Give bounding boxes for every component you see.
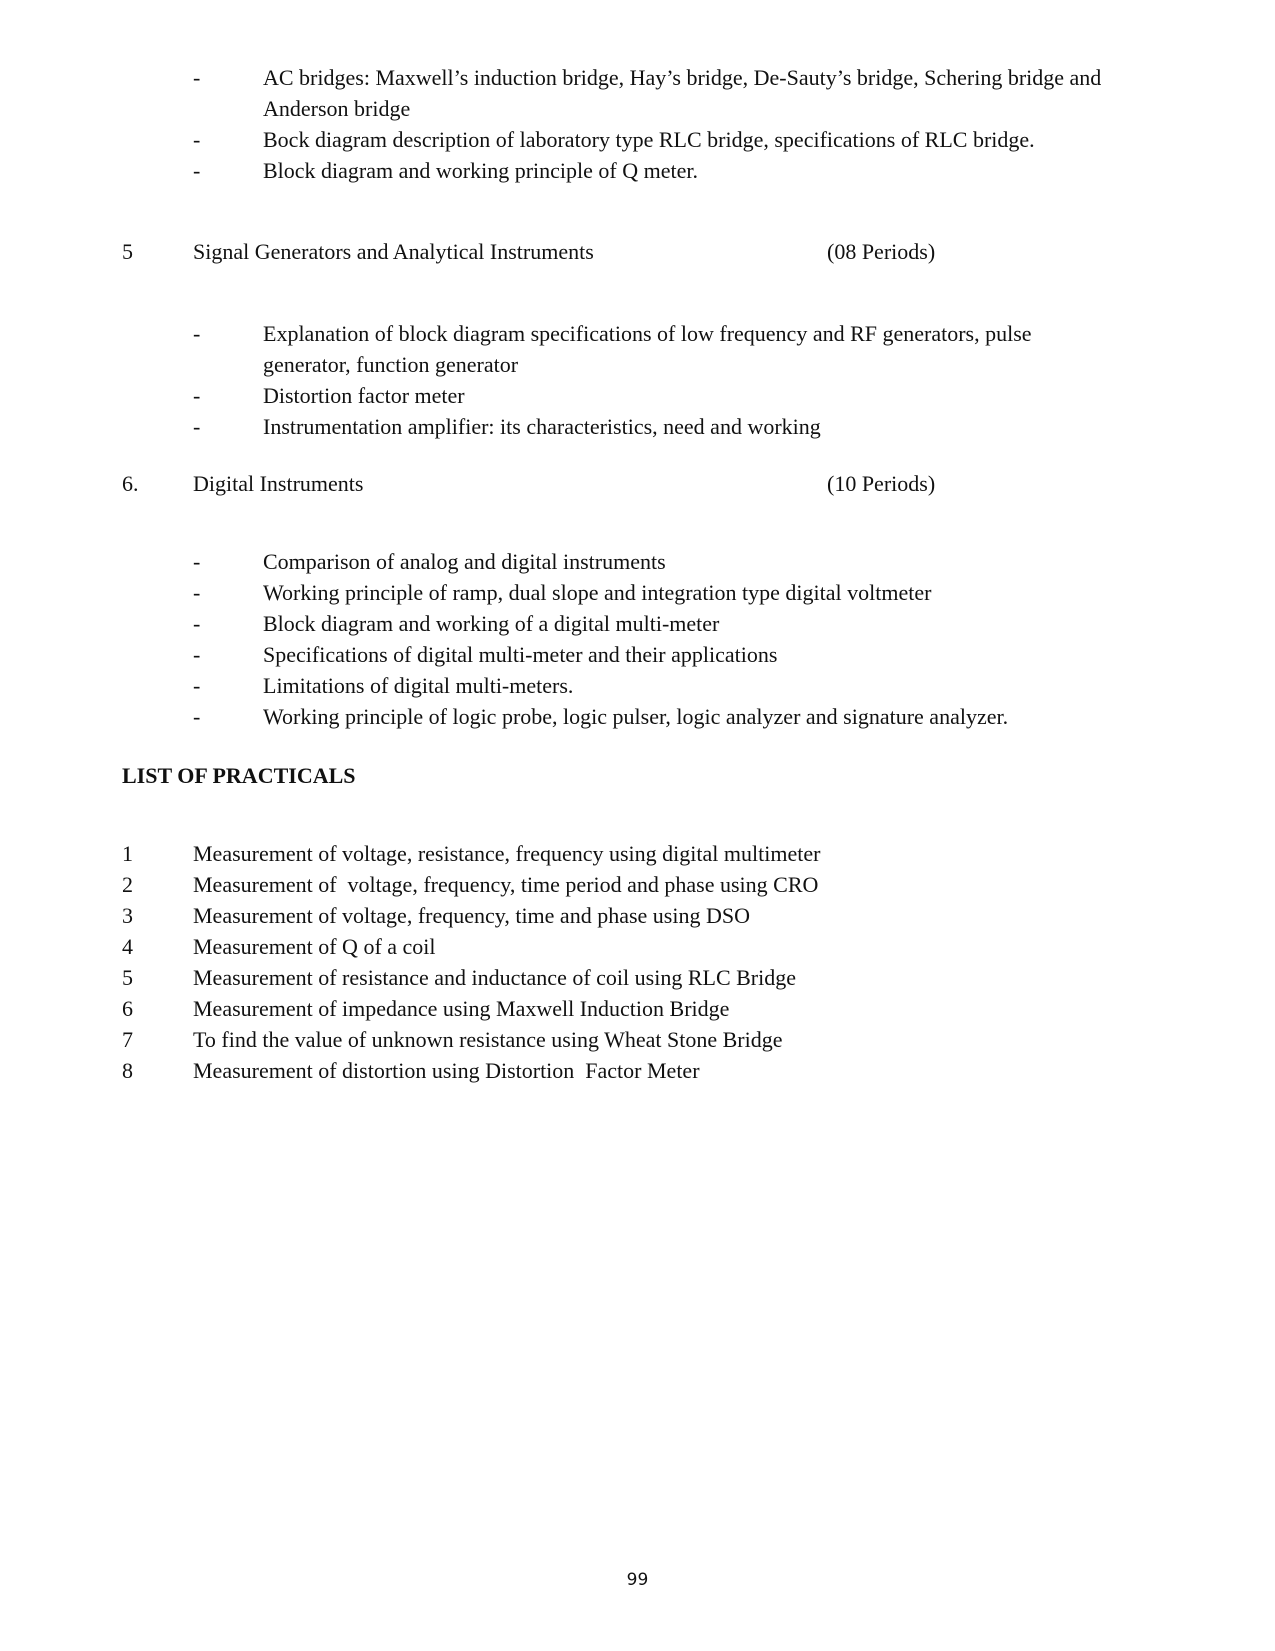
section-periods: (10 Periods) — [827, 471, 936, 496]
practical-text: Measurement of impedance using Maxwell Induction Bridge — [193, 996, 730, 1021]
bullet-dash: - — [193, 704, 201, 729]
bullet-item — [0, 411, 1123, 442]
bullet-item — [0, 124, 1123, 155]
bullet-dash: - — [193, 127, 201, 152]
bullet-text: Distortion factor meter — [263, 383, 465, 408]
practical-number: 7 — [122, 1027, 133, 1052]
bullet-dash: - — [193, 321, 201, 346]
practical-number: 2 — [122, 872, 133, 897]
bullet-dash: - — [193, 580, 201, 605]
bullet-dash: - — [193, 65, 201, 90]
bullet-item — [0, 318, 1123, 380]
section-title: Digital Instruments — [193, 471, 364, 496]
page-number: 99 — [626, 1570, 649, 1590]
section-periods: (08 Periods) — [827, 239, 936, 264]
practical-item — [0, 838, 1275, 869]
section-5-bullet-list — [0, 318, 1275, 442]
practical-number: 6 — [122, 996, 133, 1021]
bullet-dash: - — [193, 158, 201, 183]
bullet-item — [0, 155, 1123, 186]
bullet-item — [0, 577, 1123, 608]
bullet-text: Instrumentation amplifier: its characteristics, need and working — [263, 414, 821, 439]
practical-number: 4 — [122, 934, 133, 959]
practical-text: To find the value of unknown resistance using Wheat Stone Bridge — [193, 1027, 783, 1052]
bullet-text: Working principle of ramp, dual slope and integration type digital voltmeter — [263, 580, 932, 605]
practical-item — [0, 900, 1275, 931]
bullet-dash: - — [193, 549, 201, 574]
bullet-text: Working principle of logic probe, logic pulser, logic analyzer and signature analyzer. — [263, 704, 1009, 729]
bullet-text: AC bridges: Maxwell’s induction bridge, Hay’s bridge, De-Sauty’s bridge, Schering bridge and Anderson bridge — [263, 65, 1102, 121]
practical-number: 3 — [122, 903, 133, 928]
bullet-item — [0, 701, 1123, 732]
bullet-text: Specifications of digital multi-meter and their applications — [263, 642, 778, 667]
bullet-text: Block diagram and working principle of Q meter. — [263, 158, 698, 183]
bullet-item — [0, 670, 1123, 701]
bullet-text: Limitations of digital multi-meters. — [263, 673, 574, 698]
section-number: 5 — [122, 239, 133, 264]
bullet-text: Block diagram and working of a digital multi-meter — [263, 611, 720, 636]
bullet-text: Bock diagram description of laboratory type RLC bridge, specifications of RLC bridge. — [263, 127, 1035, 152]
section-6-bullet-list — [0, 546, 1275, 732]
practical-number: 8 — [122, 1058, 133, 1083]
practicals-list — [0, 838, 1275, 1086]
practical-text: Measurement of voltage, resistance, frequency using digital multimeter — [193, 841, 821, 866]
practicals-heading: LIST OF PRACTICALS — [122, 763, 356, 788]
practical-item — [0, 962, 1275, 993]
practical-number: 5 — [122, 965, 133, 990]
bullet-text: Comparison of analog and digital instruments — [263, 549, 666, 574]
bullet-dash: - — [193, 414, 201, 439]
bullet-item — [0, 380, 1123, 411]
section-heading-5 — [0, 236, 1275, 267]
bridges-bullet-list — [0, 62, 1275, 186]
bullet-dash: - — [193, 611, 201, 636]
practical-text: Measurement of distortion using Distortion Factor Meter — [193, 1058, 700, 1083]
section-title: Signal Generators and Analytical Instruments — [193, 239, 594, 264]
practical-text: Measurement of Q of a coil — [193, 934, 436, 959]
practical-text: Measurement of resistance and inductance of coil using RLC Bridge — [193, 965, 796, 990]
bullet-item — [0, 62, 1123, 124]
practical-item — [0, 993, 1275, 1024]
bullet-text: Explanation of block diagram specifications of low frequency and RF generators, pulse generator, function generator — [263, 321, 1032, 377]
section-number: 6. — [122, 471, 139, 496]
bullet-item — [0, 639, 1123, 670]
practical-text: Measurement of voltage, frequency, time period and phase using CRO — [193, 872, 819, 897]
bullet-dash: - — [193, 673, 201, 698]
practical-number: 1 — [122, 841, 133, 866]
bullet-dash: - — [193, 642, 201, 667]
practical-item — [0, 869, 1275, 900]
bullet-dash: - — [193, 383, 201, 408]
practical-item — [0, 1024, 1275, 1055]
bullet-item — [0, 608, 1123, 639]
practical-text: Measurement of voltage, frequency, time and phase using DSO — [193, 903, 750, 928]
section-heading-6 — [0, 468, 1275, 499]
practical-item — [0, 931, 1275, 962]
practical-item — [0, 1055, 1275, 1086]
bullet-item — [0, 546, 1123, 577]
